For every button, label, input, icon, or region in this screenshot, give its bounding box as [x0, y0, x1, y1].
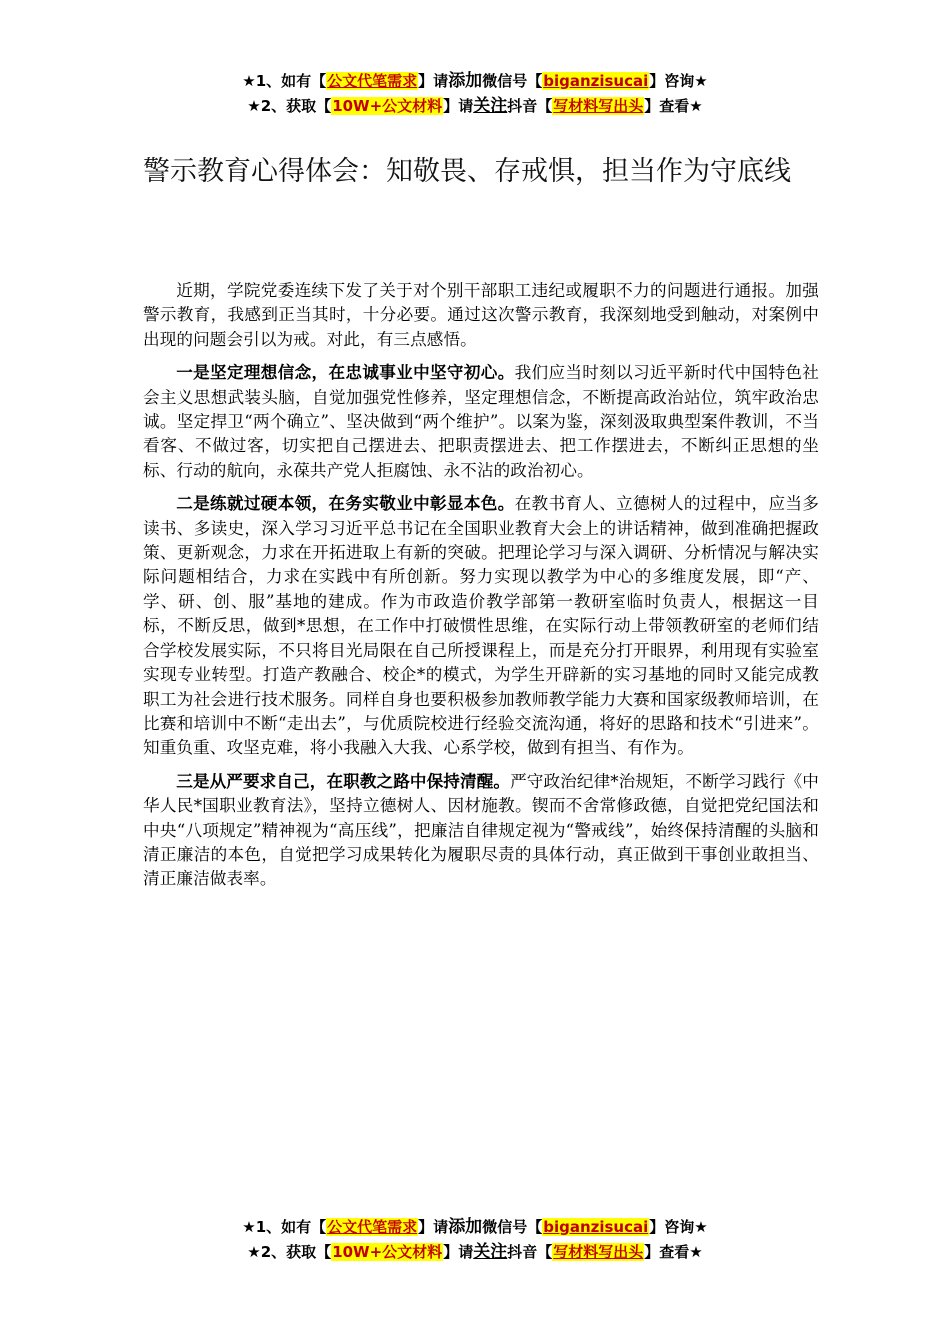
banner-text: 】请	[418, 72, 449, 90]
highlight-service: 公文代笔需求	[327, 72, 418, 90]
banner-emphasis: 关注	[473, 1242, 508, 1262]
section-paragraph-3	[143, 769, 819, 892]
highlight-materials: 10W+公文材料	[332, 97, 443, 115]
highlight-materials: 10W+公文材料	[332, 1243, 443, 1261]
banner-text: 微信号【	[482, 1218, 543, 1236]
highlight-wechat-id: biganzisucai	[543, 72, 649, 90]
section-lead: 三是从严要求自己，在职教之路中保持清醒。	[176, 770, 511, 791]
section-body: 严守政治纪律*治规矩，不断学习践行《中华人民*国职业教育法》，坚持立德树人、因材施教。锲而不舍常修政德，自觉把党纪国法和中央“八项规定”精神视为“高压线”，把廉洁自律规定视为“警戒线”，始终保持清醒的头脑和清正廉洁的本色，自觉把学习成果转化为履职尽责的具体行动，真正做到干事创业敢担当、清正廉洁做表率。	[143, 771, 819, 889]
banner-line-2	[0, 1240, 950, 1265]
bottom-banner	[0, 1215, 950, 1265]
section-paragraph-1	[143, 360, 819, 483]
banner-text: ★1、如有【	[242, 1218, 327, 1236]
highlight-douyin: 写材料写出头	[553, 1243, 644, 1261]
banner-text: 】查看★	[644, 1243, 703, 1261]
banner-emphasis: 添加	[448, 1217, 483, 1237]
document-body	[143, 279, 819, 900]
banner-text: 】请	[443, 97, 474, 115]
section-body: 在教书育人、立德树人的过程中，应当多读书、多读史，深入学习习近平总书记在全国职业教育大会上的讲话精神，做到准确把握政策、更新观念，力求在开拓进取上有新的突破。把理论学习与深入调研、分析情况与解决实际问题相结合，力求在实践中有所创新。努力实现以教学为中心的多维度发展，即“产、学、研、创、服”基地的建成。作为市政造价教学部第一教研室临时负责人，根据这一目标，不断反思，做到*思想，在工作中打破惯性思维，在实际行动上带领教研室的老师们结合学校发展实际，不只将目光局限在自己所授课程上，而是充分打开眼界，利用现有实验室实现专业转型。打造产教融合、校企*的模式，为学生开辟新的实习基地的同时又能完成教职工为社会进行技术服务。同样自身也要积极参加教师教学能力大赛和国家级教师培训，在比赛和培训中不断“走出去”，与优质院校进行经验交流沟通，将好的思路和技术“引进来”。知重负重、攻坚克难，将小我融入大我、心系学校，做到有担当、有作为。	[143, 494, 819, 758]
banner-line-1	[0, 1215, 950, 1240]
banner-line-2	[0, 94, 950, 119]
banner-emphasis: 关注	[473, 96, 508, 116]
banner-text: 】请	[418, 1218, 449, 1236]
banner-text: 抖音【	[507, 1243, 553, 1261]
banner-emphasis: 添加	[448, 71, 483, 91]
section-paragraph-2	[143, 491, 819, 760]
intro-paragraph: 近期，学院党委连续下发了关于对个别干部职工违纪或履职不力的问题进行通报。加强警示教育，我感到正当其时，十分必要。通过这次警示教育，我深刻地受到触动，对案例中出现的问题会引以为戒。对此，有三点感悟。	[143, 281, 819, 349]
banner-text: 】咨询★	[649, 1218, 708, 1236]
section-lead: 二是练就过硬本领，在务实敬业中彰显本色。	[176, 493, 515, 514]
banner-text: ★1、如有【	[242, 72, 327, 90]
banner-text: ★2、获取【	[247, 97, 332, 115]
document-title: 警示教育心得体会：知敬畏、存戒惧，担当作为守底线	[143, 156, 791, 187]
banner-text: 】请	[443, 1243, 474, 1261]
section-lead: 一是坚定理想信念，在忠诚事业中坚守初心。	[176, 362, 515, 383]
banner-text: ★2、获取【	[247, 1243, 332, 1261]
highlight-douyin: 写材料写出头	[553, 97, 644, 115]
highlight-wechat-id: biganzisucai	[543, 1218, 649, 1236]
highlight-service: 公文代笔需求	[327, 1218, 418, 1236]
banner-text: 抖音【	[507, 97, 553, 115]
top-banner	[0, 69, 950, 119]
banner-text: 微信号【	[482, 72, 543, 90]
banner-text: 】查看★	[644, 97, 703, 115]
banner-text: 】咨询★	[649, 72, 708, 90]
banner-line-1	[0, 69, 950, 94]
section-body: 我们应当时刻以习近平新时代中国特色社会主义思想武装头脑，自觉加强党性修养，坚定理想信念，不断提高政治站位，筑牢政治忠诚。坚定捍卫“两个确立”、坚决做到“两个维护”。以案为鉴，深刻汲取典型案件教训，不当看客、不做过客，切实把自己摆进去、把职责摆进去、把工作摆进去，不断纠正思想的坐标、行动的航向，永葆共产党人拒腐蚀、永不沾的政治初心。	[143, 363, 819, 480]
